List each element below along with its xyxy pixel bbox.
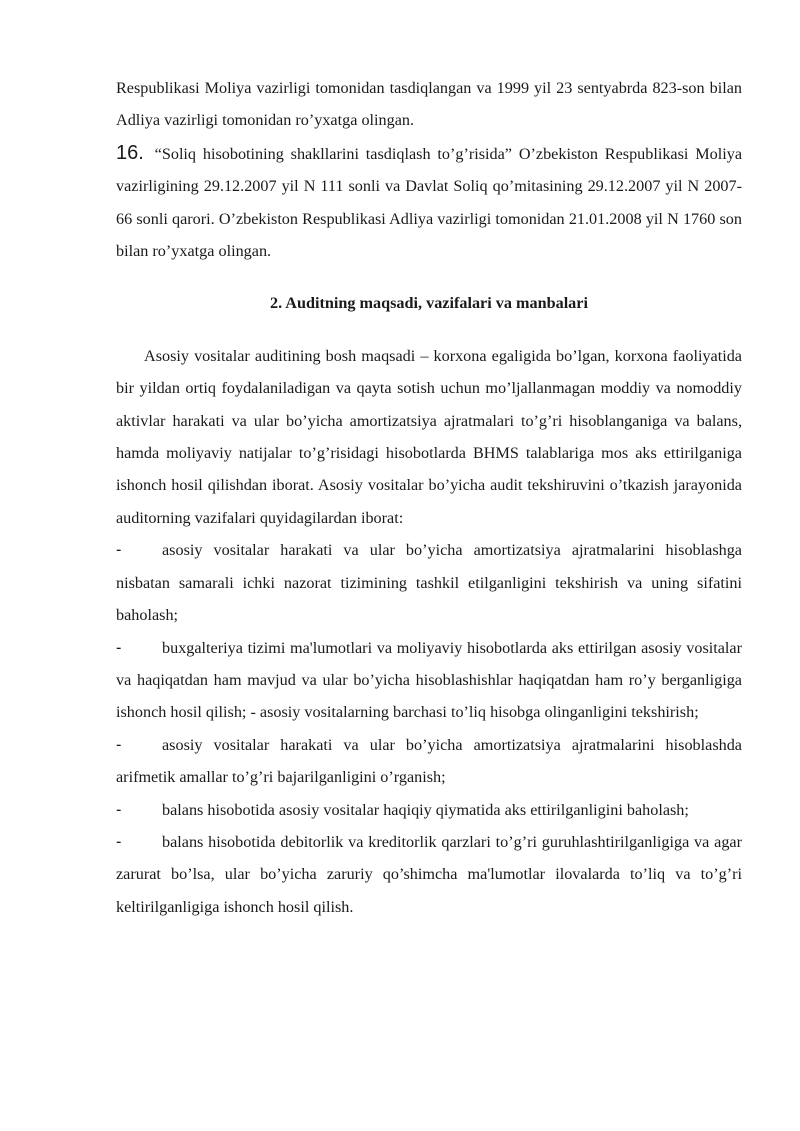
task-item	[116, 632, 742, 729]
task-text: asosiy vositalar harakati va ular bo’yicha amortizatsiya ajratmalarini hisoblashda arifmetik amallar to’g’ri bajarilganligini o’rganish;	[116, 735, 742, 787]
dash-bullet: -	[116, 638, 122, 657]
dash-bullet: -	[116, 735, 122, 754]
document-page	[116, 72, 742, 923]
dash-bullet: -	[116, 541, 122, 560]
task-text: asosiy vositalar harakati va ular bo’yicha amortizatsiya ajratmalarini hisoblashga nisbatan samarali ichki nazorat tizimining tashkil etilganligini tekshirish va uning sifatini baholash;	[116, 541, 742, 625]
task-text: balans hisobotida debitorlik va kreditorlik qarzlari to’g’ri guruhlashtirilganligiga va agar zarurat bo’lsa, ular bo’yicha zaruriy qo’shimcha ma'lumotlar ilovalarda to’liq va to’g’ri keltirilganligiga ishonch hosil qilish.	[116, 832, 742, 916]
task-item	[116, 534, 742, 631]
reference-text: “Soliq hisobotining shakllarini tasdiqlash to’g’risida” O’zbekiston Respublikasi Moliya vazirligining 29.12.2007 yil N 111 sonli va Davlat Soliq qo’mitasining 29.12.2007 yil N 2007-66 sonli qarori. O’zbekiston Respublikasi Adliya vazirligi tomonidan 21.01.2008 yil N 1760 son bilan ro’yxatga olingan.	[116, 144, 743, 261]
task-item	[116, 729, 742, 794]
task-list	[116, 534, 742, 923]
reference-item-16	[116, 137, 742, 268]
intro-paragraph: Asosiy vositalar auditining bosh maqsadi – korxona egaligida bo’lgan, korxona faoliyatida bir yildan ortiq foydalaniladigan va qayta sotish uchun mo’ljallanmagan moddiy va nomoddiy aktivlar harakati va ular bo’yicha amortizatsiya ajratmalari to’g’ri hisoblanganiga va balans, hamda moliyaviy natijalar to’g’risidagi hisobotlarda BHMS talablariga mos aks ettirilganiga ishonch hosil qilishdan iborat. Asosiy vositalar bo’yicha audit tekshiruvini o’tkazish jarayonida auditorning vazifalari quyidagilardan iborat:	[116, 346, 742, 527]
task-item	[116, 826, 742, 923]
section-heading: 2. Auditning maqsadi, vazifalari va manbalari	[270, 294, 588, 313]
task-item	[116, 794, 742, 826]
reference-number: 16.	[116, 141, 144, 164]
task-text: balans hisobotida asosiy vositalar haqiqiy qiymatida aks ettirilganligini baholash;	[162, 800, 689, 819]
dash-bullet: -	[116, 800, 122, 819]
reference-continuation: Respublikasi Moliya vazirligi tomonidan tasdiqlangan va 1999 yil 23 sentyabrda 823-son bilan Adliya vazirligi tomonidan ro’yxatga olingan.	[116, 79, 742, 130]
dash-bullet: -	[116, 832, 122, 851]
task-text: buxgalteriya tizimi ma'lumotlari va moliyaviy hisobotlarda aks ettirilgan asosiy vositalar va haqiqatdan ham mavjud va ular bo’yicha hisoblashishlar haqiqatdan ham ro’y berganligiga ishonch hosil qilish; - asosiy vositalarning barchasi to’liq hisobga olinganligini tekshirish;	[116, 638, 742, 722]
